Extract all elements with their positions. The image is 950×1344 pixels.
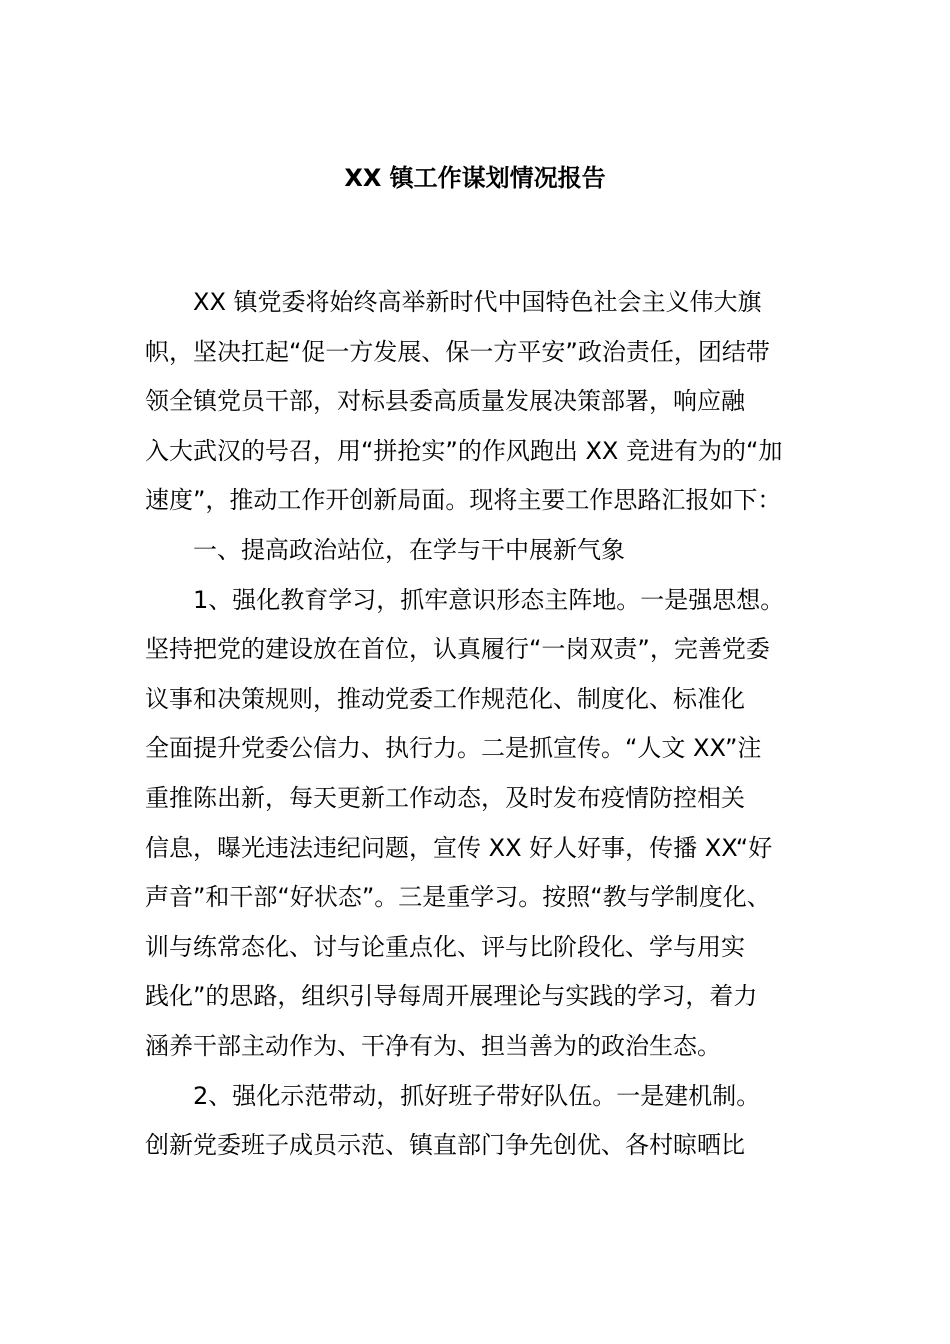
text-line: 2、强化示范带动，抓好班子带好队伍。一是建机制。: [193, 1081, 761, 1110]
text-line: 重推陈出新，每天更新工作动态，及时发布疫情防控相关: [145, 783, 745, 812]
text-line: 训与练常态化、讨与论重点化、评与比阶段化、学与用实: [145, 932, 745, 961]
text-line: 涵养干部主动作为、干净有为、担当善为的政治生态。: [145, 1031, 721, 1060]
text-line: 入大武汉的号召，用“拼抢实”的作风跑出 XX 竞进有为的“加: [145, 436, 783, 465]
text-line: 坚持把党的建设放在首位，认真履行“一岗双责”，完善党委: [145, 635, 770, 664]
document-body: [145, 278, 813, 1171]
text-line: 践化”的思路，组织引导每周开展理论与实践的学习，着力: [145, 982, 758, 1011]
text-line: 全面提升党委公信力、执行力。二是抓宣传。“人文 XX”注: [145, 734, 762, 763]
text-line: 议事和决策规则，推动党委工作规范化、制度化、标准化: [145, 684, 745, 713]
text-line: 声音”和干部“好状态”。三是重学习。按照“教与学制度化、: [145, 883, 771, 912]
document-title: XX 镇工作谋划情况报告: [344, 164, 606, 192]
text-line: 一、提高政治站位，在学与干中展新气象: [193, 535, 625, 564]
text-line: 帜，坚决扛起“促一方发展、保一方平安”政治责任，团结带: [145, 337, 770, 366]
text-line: 1、强化教育学习，抓牢意识形态主阵地。一是强思想。: [193, 585, 785, 614]
text-line: 信息，曝光违法违纪问题，宣传 XX 好人好事，传播 XX“好: [145, 833, 773, 862]
text-line: 创新党委班子成员示范、镇直部门争先创优、各村晾晒比: [145, 1131, 745, 1160]
text-line: XX 镇党委将始终高举新时代中国特色社会主义伟大旗: [193, 288, 762, 316]
text-line: 领全镇党员干部，对标县委高质量发展决策部署，响应融: [145, 387, 745, 416]
text-line: 速度”，推动工作开创新局面。现将主要工作思路汇报如下：: [145, 486, 782, 515]
